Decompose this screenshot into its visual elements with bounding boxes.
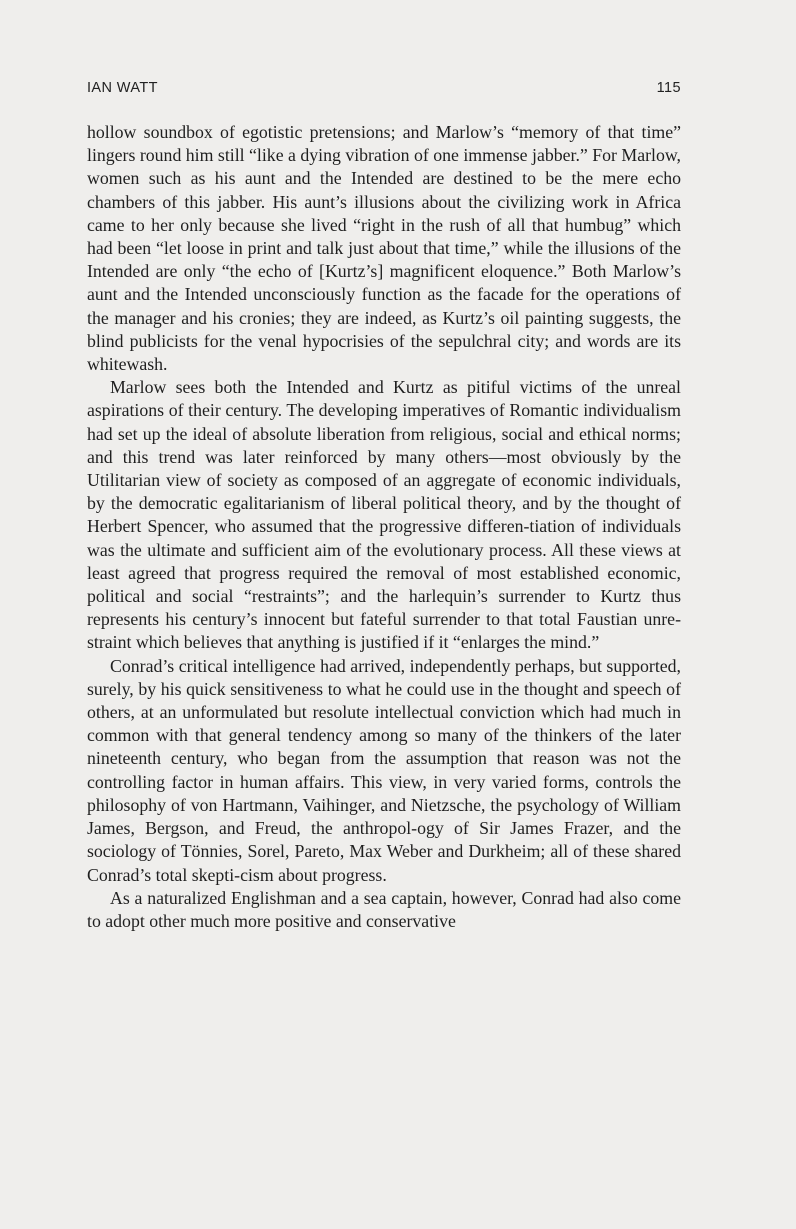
page-number: 115 bbox=[656, 80, 681, 96]
paragraph: Marlow sees both the Intended and Kurtz as pitiful victims of the unreal aspirations of their century. The developing imperatives of Romantic individualism had set up the ideal of absolute liberation from religious, social and ethical norms; and this trend was later reinforced by many others—most obviously by the Utilitarian view of society as composed of an aggregate of economic individuals, by the democratic egalitarianism of liberal political theory, and by the thought of Herbert Spencer, who assumed that the progressive differen-tiation of individuals was the ultimate and sufficient aim of the evolutionary process. All these views at least agreed that progress required the removal of most established economic, political and social “restraints”; and the harlequin’s surrender to Kurtz thus represents his century’s innocent but fateful surrender to that total Faustian unre-straint which believes that anything is justified if it “enlarges the mind.” bbox=[87, 377, 681, 653]
body-text bbox=[87, 121, 681, 933]
running-head-author: IAN WATT bbox=[87, 80, 158, 96]
paragraph: Conrad’s critical intelligence had arrived, independently perhaps, but supported, surely, by his quick sensitiveness to what he could use in the thought and speech of others, at an unformulated but resolute intellectual conviction which had much in common with that general tendency among so many of the thinkers of the later nineteenth century, who began from the assumption that reason was not the controlling factor in human affairs. This view, in very varied forms, controls the philosophy of von Hartmann, Vaihinger, and Nietzsche, the psychology of William James, Bergson, and Freud, the anthropol-ogy of Sir James Frazer, and the sociology of Tönnies, Sorel, Pareto, Max Weber and Durkheim; all of these shared Conrad’s total skepti-cism about progress. bbox=[87, 655, 681, 885]
running-head bbox=[87, 80, 681, 100]
paragraph: As a naturalized Englishman and a sea captain, however, Conrad had also come to adopt other much more positive and conservative bbox=[87, 887, 681, 931]
paragraph-continued: hollow soundbox of egotistic pretensions; and Marlow’s “memory of that time” lingers round him still “like a dying vibration of one immense jabber.” For Marlow, women such as his aunt and the Intended are destined to be the mere echo chambers of this jabber. His aunt’s illusions about the civilizing work in Africa came to her only because she lived “right in the rush of all that humbug” which had been “let loose in print and talk just about that time,” while the illusions of the Intended are only “the echo of [Kurtz’s] magnificent eloquence.” Both Marlow’s aunt and the Intended unconsciously function as the facade for the operations of the manager and his cronies; they are indeed, as Kurtz’s oil painting suggests, the blind publicists for the venal hypocrisies of the sepulchral city; and words are its whitewash. bbox=[87, 122, 681, 375]
